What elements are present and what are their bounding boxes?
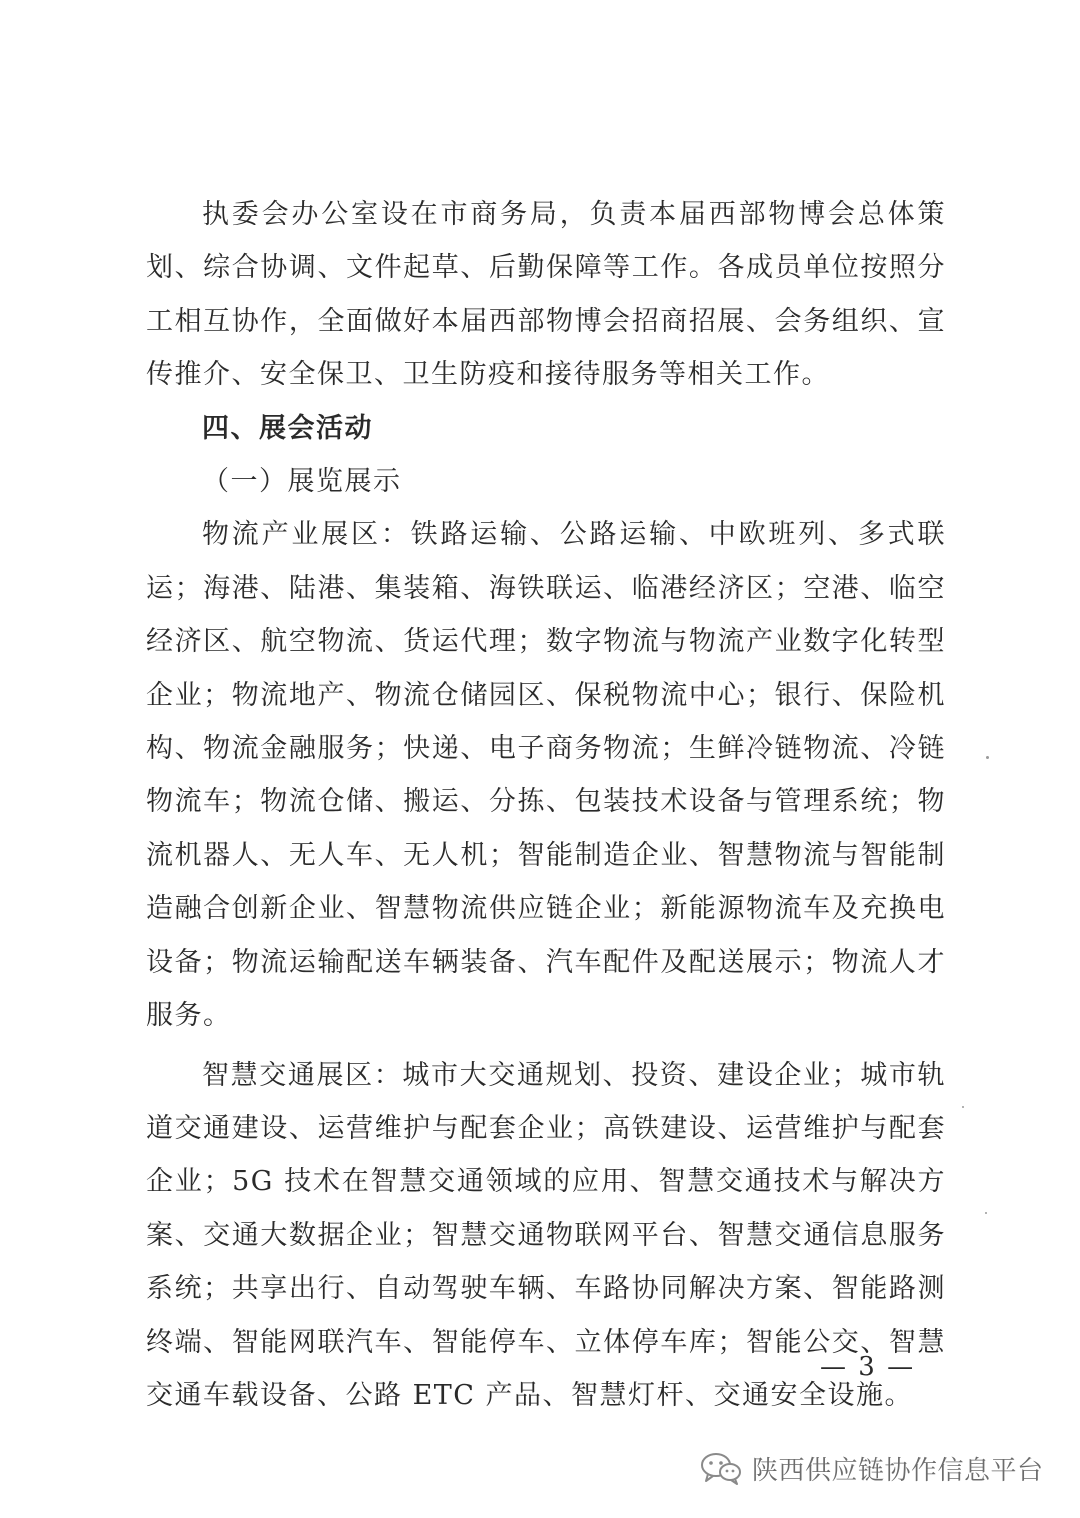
scan-speck <box>985 1212 987 1214</box>
document-body <box>146 188 946 1422</box>
paragraph-logistics-zone: 物流产业展区：铁路运输、公路运输、中欧班列、多式联运；海港、陆港、集装箱、海铁联运、临港经济区；空港、临空经济区、航空物流、货运代理；数字物流与物流产业数字化转型企业；物流地产、物流仓储园区、保税物流中心；银行、保险机构、物流金融服务；快递、电子商务物流；生鲜冷链物流、冷链物流车；物流仓储、搬运、分拣、包装技术设备与管理系统；物流机器人、无人车、无人机；智能制造企业、智慧物流与智能制造融合创新企业、智慧物流供应链企业；新能源物流车及充换电设备；物流运输配送车辆装备、汽车配件及配送展示；物流人才服务。 <box>146 519 946 1032</box>
paragraph-executive-office: 执委会办公室设在市商务局，负责本届西部物博会总体策划、综合协调、文件起草、后勤保障等工作。各成员单位按照分工相互协作，全面做好本届西部物博会招商招展、会务组织、宣传推介、安全保卫、卫生防疫和接待服务等相关工作。 <box>146 199 946 391</box>
subsection-heading-exhibition-display: （一）展览展示 <box>202 466 402 498</box>
scan-speck <box>962 1106 964 1108</box>
scan-speck <box>986 756 989 759</box>
section-heading-exhibition-activities: 四、展会活动 <box>202 412 373 444</box>
wechat-icon <box>700 1451 742 1485</box>
paragraph-smart-traffic-zone: 智慧交通展区：城市大交通规划、投资、建设企业；城市轨道交通建设、运营维护与配套企业；高铁建设、运营维护与配套企业；5G 技术在智慧交通领域的应用、智慧交通技术与解决方案、交通大数据企业；智慧交通物联网平台、智慧交通信息服务系统；共享出行、自动驾驶车辆、车路协同解决方案、智能路测终端、智能网联汽车、智能停车、立体停车库；智能公交、智慧交通车载设备、公路 ETC 产品、智慧灯杆、交通安全设施。 <box>146 1059 946 1411</box>
watermark-text: 陕西供应链协作信息平台 <box>752 1455 1044 1486</box>
page-number: — 3 — <box>820 1352 916 1382</box>
watermark <box>700 1448 1044 1488</box>
